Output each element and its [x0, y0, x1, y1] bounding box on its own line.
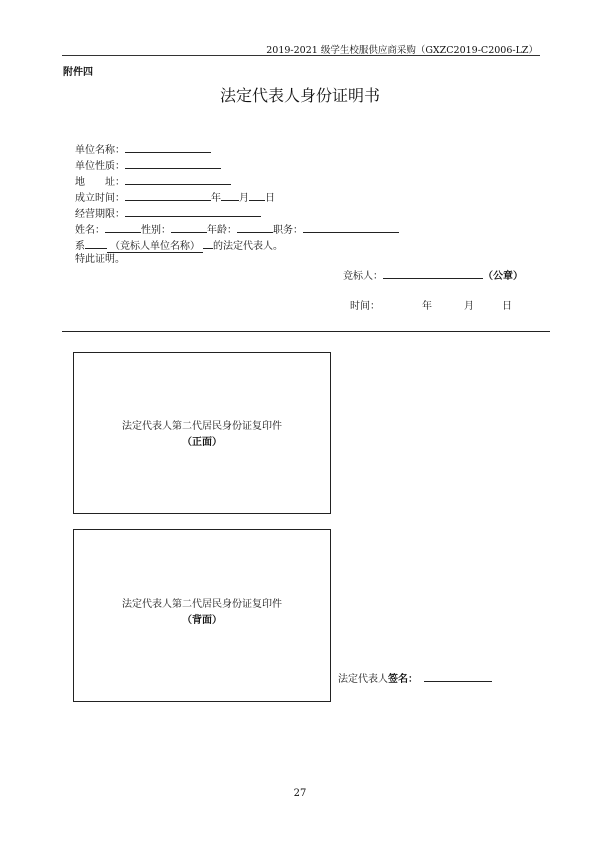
established-month-blank: [221, 190, 239, 201]
unit-type-blank: [125, 158, 221, 169]
document-title: 法定代表人身份证明书: [219, 86, 380, 105]
position-label: 职务：: [273, 225, 303, 236]
certify-text: 特此证明。: [75, 254, 125, 265]
date-year: 年: [422, 301, 432, 312]
established-day-blank: [249, 190, 265, 201]
header-rule: [62, 55, 540, 56]
page-number: 27: [293, 788, 307, 799]
position-blank: [303, 222, 399, 233]
name-label: 姓名：: [75, 225, 105, 236]
id-card-front-box: [73, 352, 331, 514]
established-row: [75, 190, 275, 205]
person-row: [75, 222, 399, 237]
relation-row: [75, 238, 283, 253]
id-card-back-caption: [74, 597, 330, 629]
seal-label: （公章）: [483, 271, 523, 282]
relation-blank: [85, 238, 107, 249]
id-card-back-box: [73, 529, 331, 702]
id-back-side: （背面）: [182, 615, 222, 626]
unit-type-label: 单位性质：: [75, 161, 125, 172]
address-label: 地 址：: [75, 177, 125, 188]
attachment-label: 附件四: [63, 67, 93, 78]
relation-prefix: 系: [75, 241, 85, 252]
unit-name-blank: [125, 142, 211, 153]
signature-row: [338, 671, 492, 686]
gender-blank: [171, 222, 207, 233]
signature-label-bold: 签名：: [388, 674, 418, 685]
section-divider: [62, 331, 550, 332]
business-term-blank: [125, 206, 261, 217]
id-front-side: （正面）: [182, 437, 222, 448]
date-row: [350, 301, 512, 313]
bidder-blank: [383, 268, 483, 279]
id-back-title: 法定代表人第二代居民身份证复印件: [122, 599, 282, 610]
date-day: 日: [502, 301, 512, 312]
address-blank: [125, 174, 231, 185]
bidder-label: 竞标人：: [343, 271, 383, 282]
year-label: 年: [211, 193, 221, 204]
business-term-label: 经营期限：: [75, 209, 125, 220]
signature-blank: [424, 671, 492, 682]
relation-suffix: 的法定代表人。: [213, 241, 283, 252]
business-term-row: [75, 206, 261, 221]
page-header: 2019-2021 级学生校服供应商采购（GXZC2019-C2006-LZ）: [266, 45, 538, 56]
month-label: 月: [239, 193, 249, 204]
unit-type-row: [75, 158, 221, 173]
gender-label: 性别：: [141, 225, 171, 236]
day-label: 日: [265, 193, 275, 204]
relation-blank-2: [203, 238, 213, 249]
name-blank: [105, 222, 141, 233]
id-front-title: 法定代表人第二代居民身份证复印件: [122, 421, 282, 432]
age-blank: [237, 222, 273, 233]
date-label: 时间：: [350, 301, 380, 312]
id-card-front-caption: [74, 419, 330, 451]
bidder-row: [343, 268, 523, 283]
unit-name-label: 单位名称：: [75, 145, 125, 156]
unit-name-row: [75, 142, 211, 157]
address-row: [75, 174, 231, 189]
age-label: 年龄：: [207, 225, 237, 236]
relation-unit: （竞标人单位名称）: [107, 241, 203, 253]
established-label: 成立时间：: [75, 193, 125, 204]
date-month: 月: [464, 301, 474, 312]
established-year-blank: [125, 190, 211, 201]
signature-label: 法定代表人: [338, 674, 388, 685]
